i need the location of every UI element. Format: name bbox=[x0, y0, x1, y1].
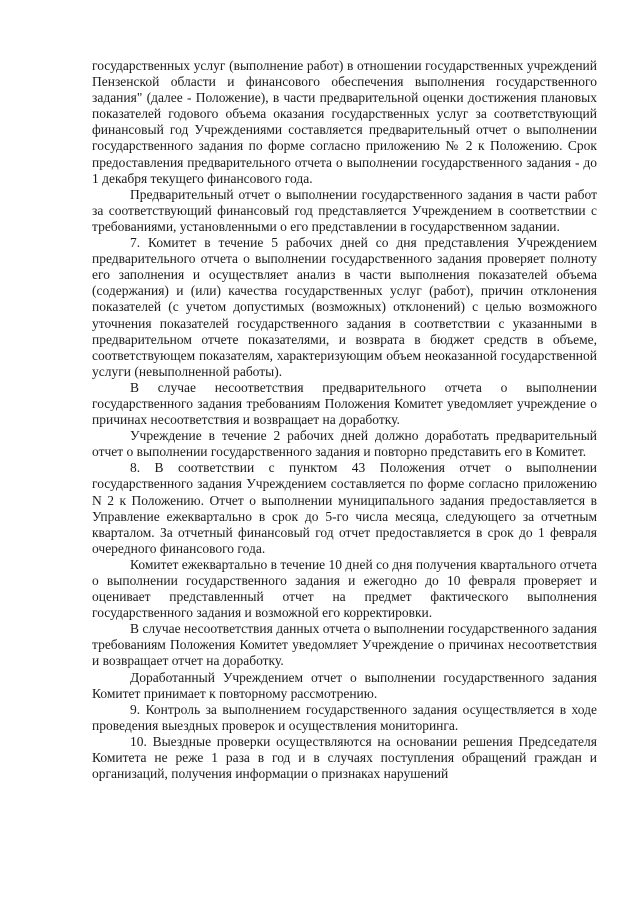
document-page bbox=[92, 58, 597, 782]
paragraph-noncompliance-report: В случае несоответствия данных отчета о выполнении государственного задания требованиям Положения Комитет уведомляет Учреждение о причинах несоответствия и возвращает отчет на доработку. bbox=[92, 621, 597, 669]
paragraph-item-8: 8. В соответствии с пунктом 43 Положения отчет о выполнении государственного задания Учреждением составляется по форме согласно приложению N 2 к Положению. Отчет о выполнении муниципального задания предоставляется в Управление ежеквартально в срок до 5-го числа месяца, следующего за отчетным кварталом. За отчетный финансовый год отчет предоставляется в срок до 1 февраля очередного финансового года. bbox=[92, 460, 597, 556]
paragraph-item-10: 10. Выездные проверки осуществляются на основании решения Председателя Комитета не реже 1 раза в год и в случаях поступления обращений граждан и организаций, получения информации о признаках нарушений bbox=[92, 733, 597, 782]
paragraph-intro-continuation: государственных услуг (выполнение работ) в отношении государственных учреждений Пензенской области и финансового обеспечения выполнения государственного задания" (далее - Положение), в части предварительной оценки достижения плановых показателей годового объема оказания государственных услуг за соответствующий финансовый год Учреждениями составляется предварительный отчет о выполнении государственного задания по форме согласно приложению № 2 к Положению. Срок предоставления предварительного отчета о выполнении государственного задания - до 1 декабря текущего финансового года. bbox=[92, 58, 597, 186]
paragraph-revised-report: Доработанный Учреждением отчет о выполнении государственного задания Комитет принимает к повторному рассмотрению. bbox=[92, 669, 597, 701]
paragraph-revision-2-days: Учреждение в течение 2 рабочих дней должно доработать предварительный отчет о выполнении государственного задания и повторно представить его в Комитет. bbox=[92, 428, 597, 460]
paragraph-item-9: 9. Контроль за выполнением государственного задания осуществляется в ходе проведения выездных проверок и осуществления мониторинга. bbox=[92, 701, 597, 733]
paragraph-preliminary-report-works: Предварительный отчет о выполнении государственного задания в части работ за соответствующий финансовый год представляется Учреждением в соответствии с требованиями, установленными о его представлении в государственном задании. bbox=[92, 186, 597, 234]
paragraph-noncompliance-preliminary: В случае несоответствия предварительного отчета о выполнении государственного задания требованиям Положения Комитет уведомляет учреждение о причинах несоответствия и возвращает на доработку. bbox=[92, 379, 597, 428]
paragraph-item-7: 7. Комитет в течение 5 рабочих дней со дня представления Учреждением предварительного отчета о выполнении государственного задания проверяет полноту его заполнения и осуществляет анализ в части выполнения показателей объема (содержания) и (или) качества государственных услуг (работ), причин отклонения показателей (с учетом допустимых (возможных) отклонений) с целью возможного уточнения показателей государственного задания в соответствии с указанными в предварительном отчете показателями, и возврата в бюджет средств в объеме, соответствующем показателям, характеризующим объем неоказанной государственной услуги (невыполненной работы). bbox=[92, 235, 597, 379]
paragraph-quarterly-review: Комитет ежеквартально в течение 10 дней со дня получения квартального отчета о выполнении государственного задания и ежегодно до 10 февраля проверяет и оценивает представленный отчет на предмет фактического выполнения государственного задания и возможной его корректировки. bbox=[92, 556, 597, 621]
